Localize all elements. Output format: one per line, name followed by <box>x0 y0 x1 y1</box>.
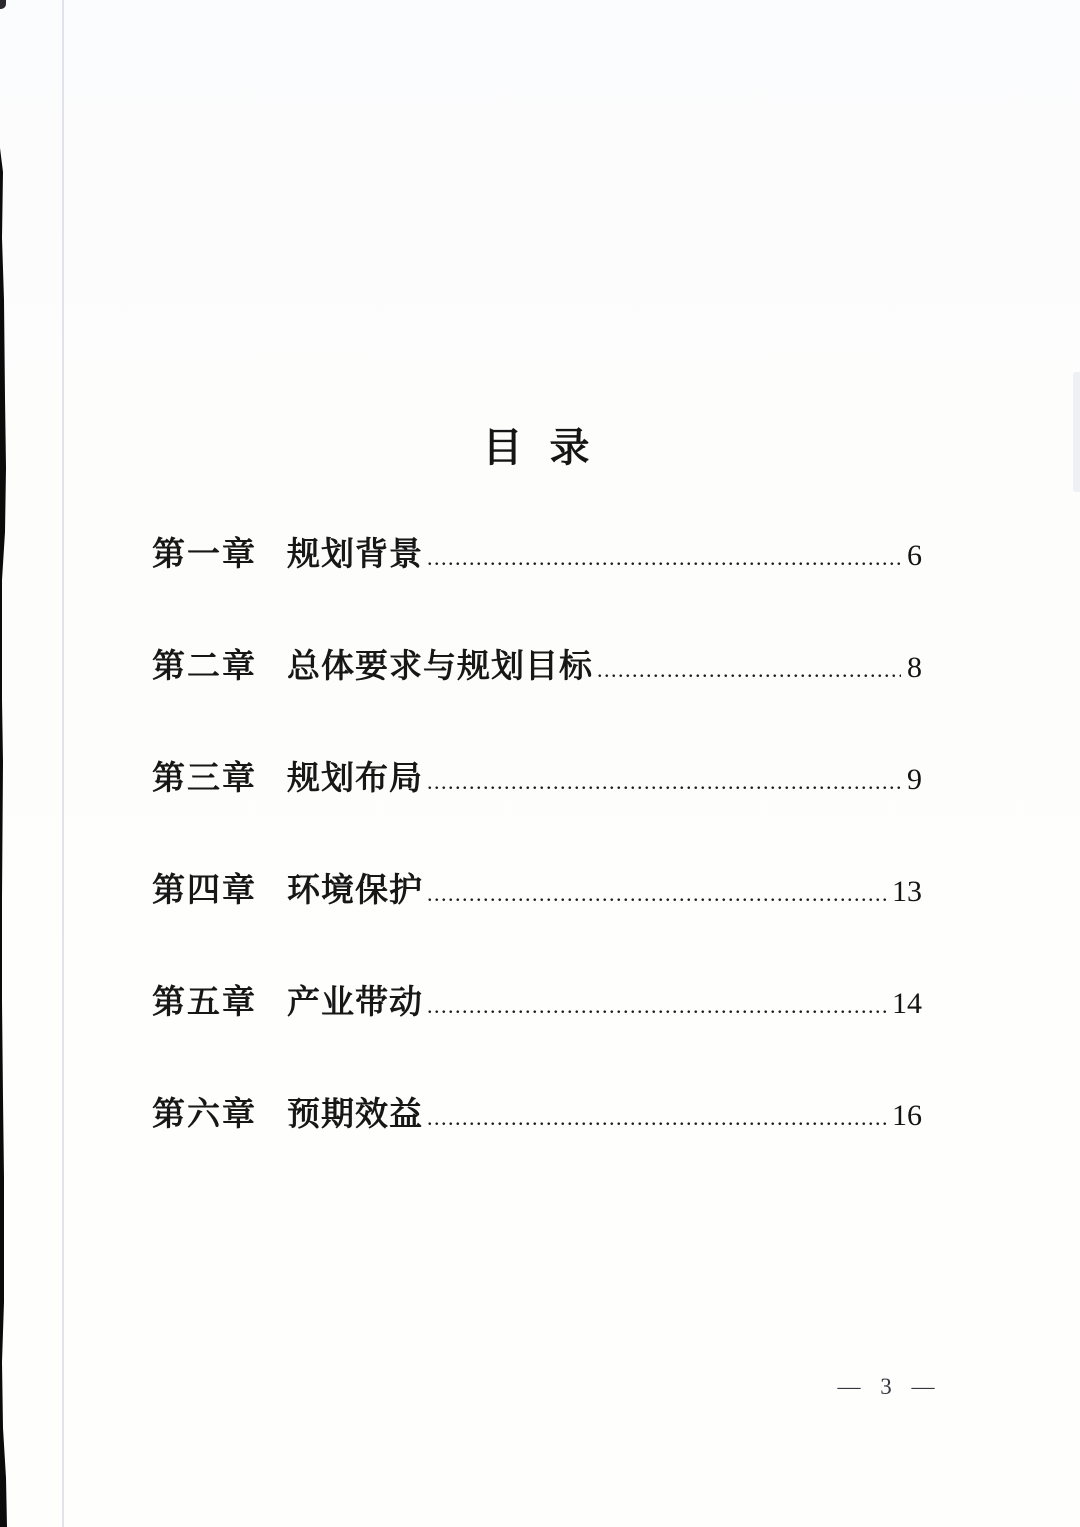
toc-page-number: 6 <box>907 539 922 572</box>
toc-entry-title: 预期效益 <box>287 1097 423 1133</box>
dot-leader <box>427 993 886 1019</box>
toc-chapter-label: 第一章 <box>152 537 257 573</box>
page-title: 目 录 <box>482 426 598 470</box>
toc-page-number: 16 <box>892 1099 922 1132</box>
footer-page-number: — 3 — <box>837 1374 937 1399</box>
dot-leader <box>427 545 901 571</box>
toc-page-number: 13 <box>892 875 922 908</box>
toc-entry <box>152 864 922 910</box>
scan-artifact-left-edge <box>0 0 12 1527</box>
toc-page-number: 14 <box>892 987 922 1020</box>
dot-leader <box>427 769 901 795</box>
toc-entry-title: 规划布局 <box>287 761 423 797</box>
toc-entry <box>152 752 922 798</box>
toc-entry-title: 环境保护 <box>287 873 423 909</box>
toc-chapter-label: 第六章 <box>152 1097 257 1133</box>
toc-chapter-label: 第五章 <box>152 985 257 1021</box>
scan-artifact-corner-speck <box>0 0 6 9</box>
dot-leader <box>427 881 886 907</box>
paper-edge-line <box>62 0 64 1527</box>
dot-leader <box>597 657 901 683</box>
toc-entry <box>152 976 922 1022</box>
toc-entry <box>152 640 922 686</box>
toc-entry <box>152 1088 922 1134</box>
toc-entry-title: 规划背景 <box>287 537 423 573</box>
toc-chapter-label: 第二章 <box>152 649 257 685</box>
toc-entry <box>152 528 922 574</box>
table-of-contents <box>152 528 922 1200</box>
toc-entry-title: 总体要求与规划目标 <box>287 649 593 685</box>
toc-chapter-label: 第四章 <box>152 873 257 909</box>
toc-page-number: 9 <box>907 763 922 796</box>
toc-entry-title: 产业带动 <box>287 985 423 1021</box>
toc-chapter-label: 第三章 <box>152 761 257 797</box>
toc-page-number: 8 <box>907 651 922 684</box>
dot-leader <box>427 1105 886 1131</box>
